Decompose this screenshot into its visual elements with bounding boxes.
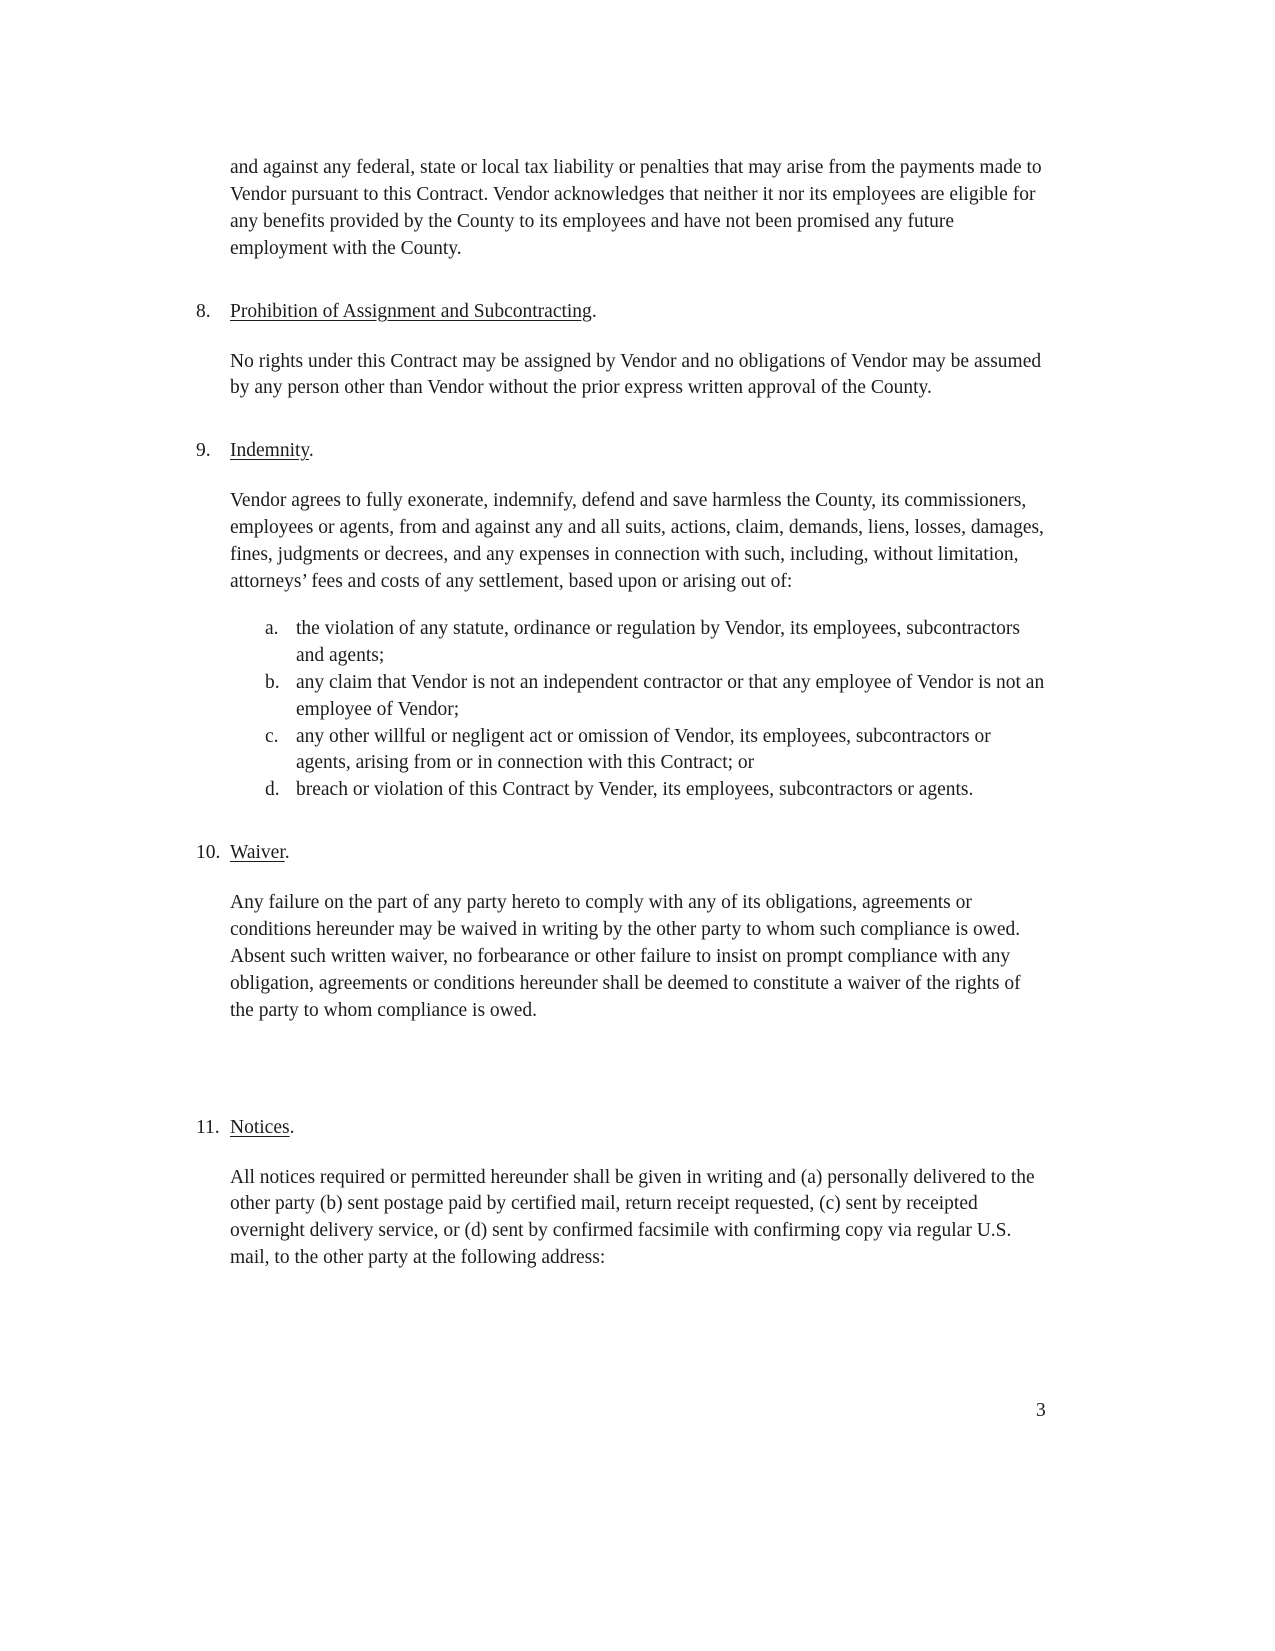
section-indemnity [196,438,1046,804]
intro-paragraph: and against any federal, state or local tax liability or penalties that may arise from the payments made to Vendor pursuant to this Contract. Vendor acknowledges that neither it nor its employees are eligible for any benefits provided by the County to its employees and have not been promised any future employment with the County. [230,157,1042,259]
section-number: 10. [196,842,221,864]
section-title-punct: . [289,1116,295,1138]
paragraph: Vendor agrees to fully exonerate, indemnify, defend and save harmless the County, its commissioners, employees or agents, from and against any and all suits, actions, claim, demands, liens, losses, damages, fines, judgments or decrees, and any expenses in connection with such, including, without limitation, attorneys’ fees and costs of any settlement, based upon or arising out of: [230,490,1044,592]
section-title [230,840,290,867]
list-item [265,670,1046,724]
list-item-text: any claim that Vendor is not an independent contractor or that any employee of Vendor is not an employee of Vendor; [296,671,1045,720]
section-title-text: Waiver [230,842,285,864]
section-heading [196,299,1046,326]
section-number: 8. [196,300,211,322]
section-title-text: Indemnity [230,440,309,462]
section-title [230,1115,294,1142]
paragraph: Any failure on the part of any party hereto to comply with any of its obligations, agreements or conditions hereunder may be waived in writing by the other party to whom such compliance is owed. Absent such written waiver, no forbearance or other failure to insist on prompt compliance with any obligation, agreements or conditions hereunder shall be deemed to constitute a waiver of the rights of the party to whom compliance is owed. [230,892,1021,1021]
section-title [230,299,597,326]
list-item-label: b. [265,671,280,693]
indemnity-sub-list [265,616,1046,804]
section-notices [196,1115,1046,1273]
list-item-text: the violation of any statute, ordinance or regulation by Vendor, its employees, subcontractors and agents; [296,617,1020,666]
list-item-label: c. [265,725,279,747]
list-item [265,777,1046,804]
section-heading [196,1115,1046,1142]
section-heading [196,840,1046,867]
section-title-punct: . [284,842,290,864]
section-title [230,438,314,465]
section-number: 11. [196,1116,220,1138]
list-item [265,616,1046,670]
page-content [196,155,1046,1272]
section-title-text: Notices [230,1116,290,1138]
paragraph: No rights under this Contract may be assigned by Vendor and no obligations of Vendor may be assumed by any person other than Vendor without the prior express written approval of the County. [230,350,1042,399]
section-heading [196,438,1046,465]
list-item-label: d. [265,779,280,801]
section-prohibition-of-assignment [196,299,1046,403]
list-item-text: any other willful or negligent act or omission of Vendor, its employees, subcontractors or agents, arising from or in connection with this Contract; or [296,725,991,774]
list-item-text: breach or violation of this Contract by Vender, its employees, subcontractors or agents. [296,779,974,801]
section-title-text: Prohibition of Assignment and Subcontracting [230,300,592,322]
paragraph: All notices required or permitted hereunder shall be given in writing and (a) personally delivered to the other party (b) sent postage paid by certified mail, return receipt requested, (c) sent by receipted overnight delivery service, or (d) sent by confirmed facsimile with confirming copy via regular U.S. mail, to the other party at the following address: [230,1166,1035,1269]
section-title-punct: . [308,440,314,462]
page-number: 3 [1036,1400,1046,1421]
section-title-punct: . [591,300,597,322]
list-item-label: a. [265,617,279,639]
list-item [265,724,1046,778]
section-number: 9. [196,440,211,462]
section-waiver [196,840,1046,1024]
